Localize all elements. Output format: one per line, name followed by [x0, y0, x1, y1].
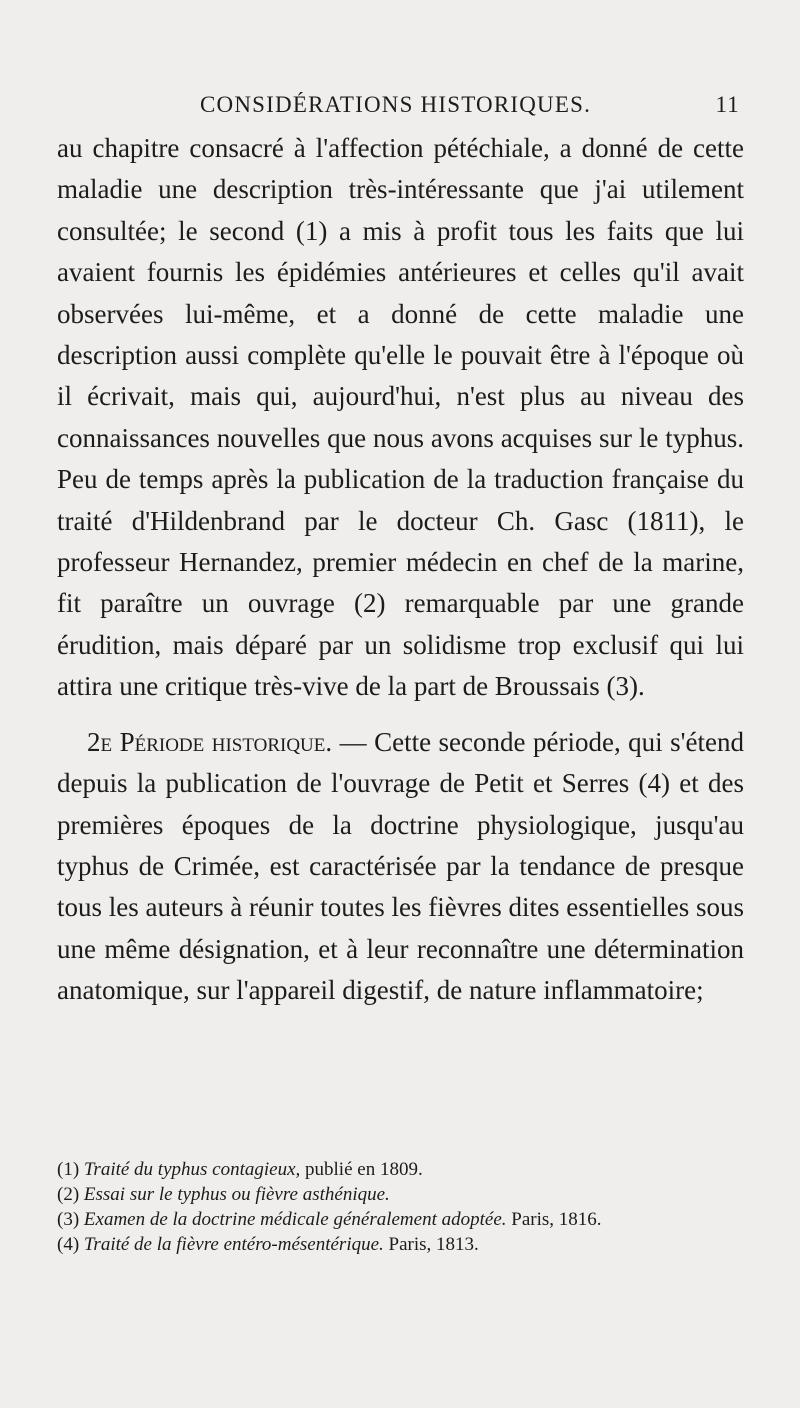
footnote-marker: (2) [57, 1184, 80, 1205]
section-heading: 2e Période historique. [87, 726, 333, 757]
footnote-title: Traité de la fièvre entéro-mésentérique. [83, 1234, 384, 1255]
footnote-title: Examen de la doctrine médicale généralement adoptée. [83, 1209, 507, 1230]
footnotes [57, 1157, 744, 1257]
footnote-title: Essai sur le typhus ou fièvre asthénique. [83, 1184, 390, 1205]
footnote [57, 1207, 744, 1232]
running-title: CONSIDÉRATIONS HISTORIQUES. [200, 92, 592, 117]
footnote [57, 1182, 744, 1207]
footnote [57, 1232, 744, 1257]
running-header [200, 92, 740, 118]
footnote-title: Traité du typhus contagieux, [83, 1159, 301, 1180]
page-number: 11 [715, 92, 740, 117]
paragraph-2-text: — Cette seconde période, qui s'étend depuis la publication de l'ouvrage de Petit et Serres (4) et des premières époques de la doctrine physiologique, jusqu'au typhus de Crimée, est caractérisée par la tendance de presque tous les auteurs à réunir toutes les fièvres dites essentielles sous une même désignation, et à leur reconnaître une détermination anatomique, sur l'appareil digestif, de nature inflammatoire; [57, 726, 744, 1006]
footnote-marker: (1) [57, 1159, 80, 1180]
footnote-rest: Paris, 1813. [383, 1234, 479, 1255]
footnote-marker: (4) [57, 1234, 80, 1255]
body-text [57, 128, 744, 1012]
paragraph-1: au chapitre consacré à l'affection pétéchiale, a donné de cette maladie une description très-intéressante que j'ai utilement consultée; le second (1) a mis à profit tous les faits que lui avaient fournis les épidémies antérieures et celles qu'il avait observées lui-même, et a donné de cette maladie une description aussi complète qu'elle le pouvait être à l'époque où il écrivait, mais qui, aujourd'hui, n'est plus au niveau des connaissances nouvelles que nous avons acquises sur le typhus. Peu de temps après la publication de la traduction française du traité d'Hildenbrand par le docteur Ch. Gasc (1811), le professeur Hernandez, premier médecin en chef de la marine, fit paraître un ouvrage (2) remarquable par une grande érudition, mais déparé par un solidisme trop exclusif qui lui attira une critique très-vive de la part de Broussais (3). [57, 133, 744, 702]
footnote-rest: Paris, 1816. [506, 1209, 602, 1230]
paragraph-2 [57, 722, 744, 1012]
footnote-marker: (3) [57, 1209, 80, 1230]
footnote-rest: publié en 1809. [300, 1159, 423, 1180]
footnote [57, 1157, 744, 1182]
